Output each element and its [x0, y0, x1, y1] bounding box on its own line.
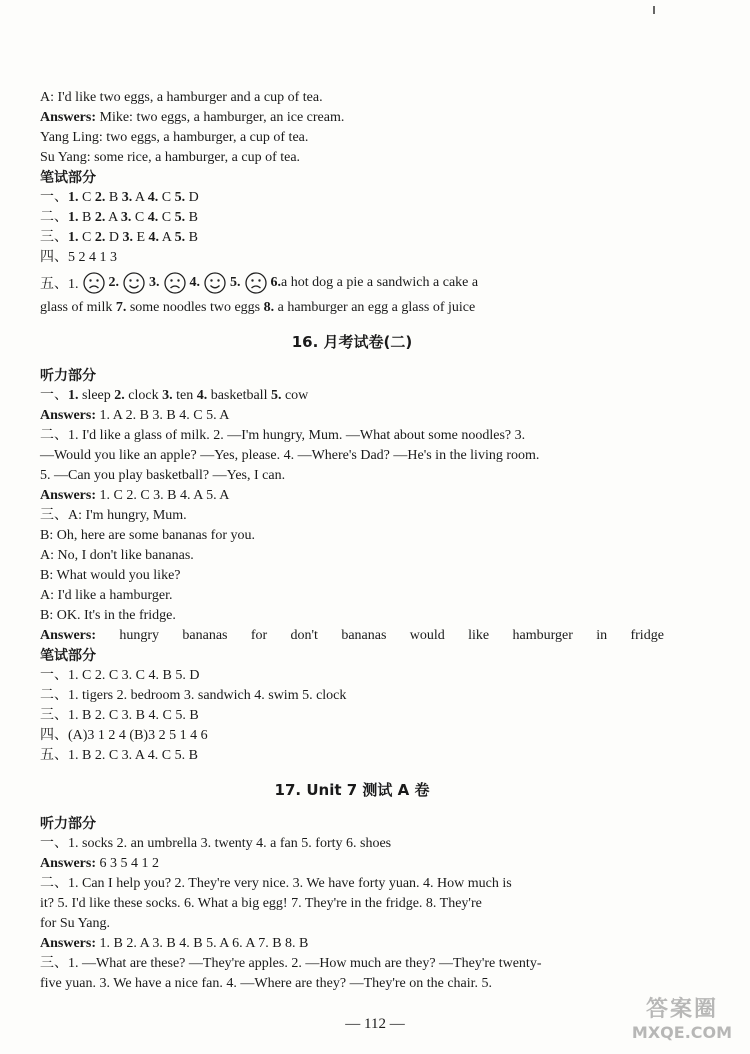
text-span: ten — [172, 388, 197, 403]
text-line: 三、1. —What are these? —They're apples. 2. —How much are they? —They're twenty- — [40, 956, 542, 971]
answer-row: 三、1. B 2. C 3. B 4. C 5. B — [40, 708, 199, 723]
watermark-text: 答案圈 — [645, 997, 718, 1022]
answers-line — [40, 854, 664, 874]
happy-face-icon — [123, 272, 145, 294]
text-span: C — [78, 230, 95, 245]
text-line: it? 5. I'd like these socks. 6. What a big egg! 7. They're in the fridge. 8. They're — [40, 896, 482, 911]
dialog-line: B: Oh, here are some bananas for you. — [40, 528, 255, 543]
text-span: some noodles two eggs — [126, 300, 264, 315]
text-line — [40, 298, 664, 318]
text-line: 二、1. Can I help you? 2. They're very nice. 3. We have forty yuan. 4. How much is — [40, 876, 512, 891]
answer-row — [40, 228, 664, 248]
text-span: 一、 — [40, 388, 68, 403]
text-span: E — [132, 230, 149, 245]
item-number: 5. — [174, 190, 186, 205]
answer-row: 一、1. socks 2. an umbrella 3. twenty 4. a fan 5. forty 6. shoes — [40, 836, 392, 851]
text-span: D — [185, 190, 199, 205]
text-span: C — [78, 190, 95, 205]
section-heading-written: 笔试部分 — [40, 648, 96, 664]
answers-label: Answers: — [40, 110, 96, 125]
item-number: 3. — [122, 230, 133, 245]
text-span: basketball — [207, 388, 271, 403]
item-number: 3. — [162, 388, 173, 403]
answers-text: 1. B 2. A 3. B 4. B 5. A 6. A 7. B 8. B — [96, 936, 309, 951]
page-number: — 112 — — [345, 1016, 405, 1032]
item-number: 5. — [174, 210, 186, 225]
row-text: a hot dog a pie a sandwich a cake a — [281, 275, 479, 290]
text-span: B — [185, 230, 198, 245]
sad-face-icon — [164, 272, 186, 294]
dialog-line: B: OK. It's in the fridge. — [40, 608, 176, 623]
text-span: a hamburger an egg a glass of juice — [274, 300, 476, 315]
text-span: C — [131, 210, 148, 225]
answers-line — [40, 108, 664, 128]
faces-row — [40, 268, 664, 298]
answers-line — [40, 486, 664, 506]
answers-label: Answers: — [40, 628, 96, 643]
answer-row: 四、5 2 4 1 3 — [40, 250, 117, 265]
answer-row: 五、1. B 2. C 3. A 4. C 5. B — [40, 748, 198, 763]
section-heading-listening: 听力部分 — [40, 816, 96, 832]
answer-row — [40, 386, 664, 406]
answer-row — [40, 208, 664, 228]
item-number: 2. — [94, 230, 106, 245]
section-heading-written: 笔试部分 — [40, 170, 96, 186]
item-number: 1. — [68, 210, 79, 225]
text-span: 一、 — [40, 190, 68, 205]
item-number: 4. — [147, 210, 159, 225]
item-number: 5. — [270, 388, 282, 403]
text-line: 二、1. I'd like a glass of milk. 2. —I'm hungry, Mum. —What about some noodles? 3. — [40, 428, 526, 443]
answer-word: bananas — [182, 628, 228, 643]
answers-text: Mike: two eggs, a hamburger, an ice cream. — [96, 110, 345, 125]
answers-label: Answers: — [40, 488, 96, 503]
item-number: 4. — [147, 190, 159, 205]
item-number: 7. — [115, 300, 127, 315]
answers-label: Answers: — [40, 936, 96, 951]
item-number: 8. — [263, 300, 275, 315]
text-span: sleep — [78, 388, 115, 403]
text-span: A — [159, 230, 175, 245]
answer-word: would — [409, 628, 445, 643]
answers-line — [40, 934, 664, 954]
answer-word: don't — [290, 628, 318, 643]
answers-line — [40, 406, 664, 426]
text-span: glass of milk — [40, 300, 116, 315]
text-span: A — [132, 190, 148, 205]
item-number: 2. — [94, 210, 106, 225]
text-span: 二、 — [40, 210, 68, 225]
section-title-17: 17. Unit 7 测试 A 卷 — [274, 781, 430, 799]
answer-word: hamburger — [512, 628, 573, 643]
item-number: 2. — [94, 190, 106, 205]
answer-row: 四、(A)3 1 2 4 (B)3 2 5 1 4 6 — [40, 728, 208, 743]
item-number: 5. — [174, 230, 186, 245]
text-line: Su Yang: some rice, a hamburger, a cup of tea. — [40, 150, 301, 165]
answer-word: bananas — [341, 628, 387, 643]
answers-text: 1. A 2. B 3. B 4. C 5. A — [96, 408, 230, 423]
section-heading-listening: 听力部分 — [40, 368, 96, 384]
watermark-logo — [620, 992, 744, 1050]
item-number: 4. — [196, 388, 208, 403]
item-number: 5. — [230, 275, 241, 290]
section-title-16: 16. 月考试卷(二) — [291, 333, 413, 351]
text-span: B — [78, 210, 95, 225]
text-line: —Would you like an apple? —Yes, please. 4. —Where's Dad? —He's in the living room. — [40, 448, 540, 463]
answer-word: in — [596, 628, 608, 643]
answer-row: 一、1. C 2. C 3. C 4. B 5. D — [40, 668, 200, 683]
text-span: C — [158, 190, 175, 205]
item-number: 1. — [68, 190, 79, 205]
answers-label: Answers: — [40, 408, 96, 423]
sad-face-icon — [245, 272, 267, 294]
answers-label: Answers: — [40, 856, 96, 871]
item-number: 2. — [114, 388, 125, 403]
item-number: 4. — [148, 230, 160, 245]
item-number: 1. — [68, 230, 79, 245]
answer-word: like — [468, 628, 490, 643]
text-span: A — [105, 210, 121, 225]
answers-text: 6 3 5 4 1 2 — [96, 856, 159, 871]
item-number: 3. — [121, 190, 133, 205]
answer-row: 二、1. tigers 2. bedroom 3. sandwich 4. swim 5. clock — [40, 688, 347, 703]
text-span: cow — [281, 388, 309, 403]
answers-text: 1. C 2. C 3. B 4. A 5. A — [96, 488, 230, 503]
item-number: 3. — [120, 210, 132, 225]
answer-word: fridge — [630, 628, 664, 643]
text-span: B — [105, 190, 122, 205]
item-number: 4. — [189, 275, 200, 290]
text-line: for Su Yang. — [40, 916, 111, 931]
answer-word: hungry — [119, 628, 160, 643]
text-span: 三、 — [40, 230, 68, 245]
item-number: 1. — [68, 388, 79, 403]
dialog-line: A: No, I don't like bananas. — [40, 548, 194, 563]
dialog-line: A: I'd like a hamburger. — [40, 588, 173, 603]
document-page — [40, 88, 664, 994]
answer-row — [40, 188, 664, 208]
row-prefix: 五、1. — [40, 277, 79, 292]
text-line: Yang Ling: two eggs, a hamburger, a cup of tea. — [40, 130, 309, 145]
item-number: 3. — [149, 275, 160, 290]
dialog-line: B: What would you like? — [40, 568, 181, 583]
item-number: 6. — [270, 275, 281, 290]
dialog-line: 三、A: I'm hungry, Mum. — [40, 508, 187, 523]
text-span: C — [158, 210, 175, 225]
text-line: A: I'd like two eggs, a hamburger and a cup of tea. — [40, 90, 323, 105]
answer-word: for — [250, 628, 268, 643]
item-number: 2. — [108, 275, 119, 290]
answers-line — [40, 626, 664, 646]
text-line: 5. —Can you play basketball? —Yes, I can. — [40, 468, 286, 483]
happy-face-icon — [204, 272, 226, 294]
sad-face-icon — [83, 272, 105, 294]
text-line: five yuan. 3. We have a nice fan. 4. —Where are they? —They're on the chair. 5. — [40, 976, 493, 991]
text-span: clock — [124, 388, 163, 403]
text-span: B — [185, 210, 198, 225]
scan-mark — [653, 6, 655, 14]
text-span: D — [105, 230, 123, 245]
watermark-url: MXQE.COM — [631, 1023, 733, 1042]
